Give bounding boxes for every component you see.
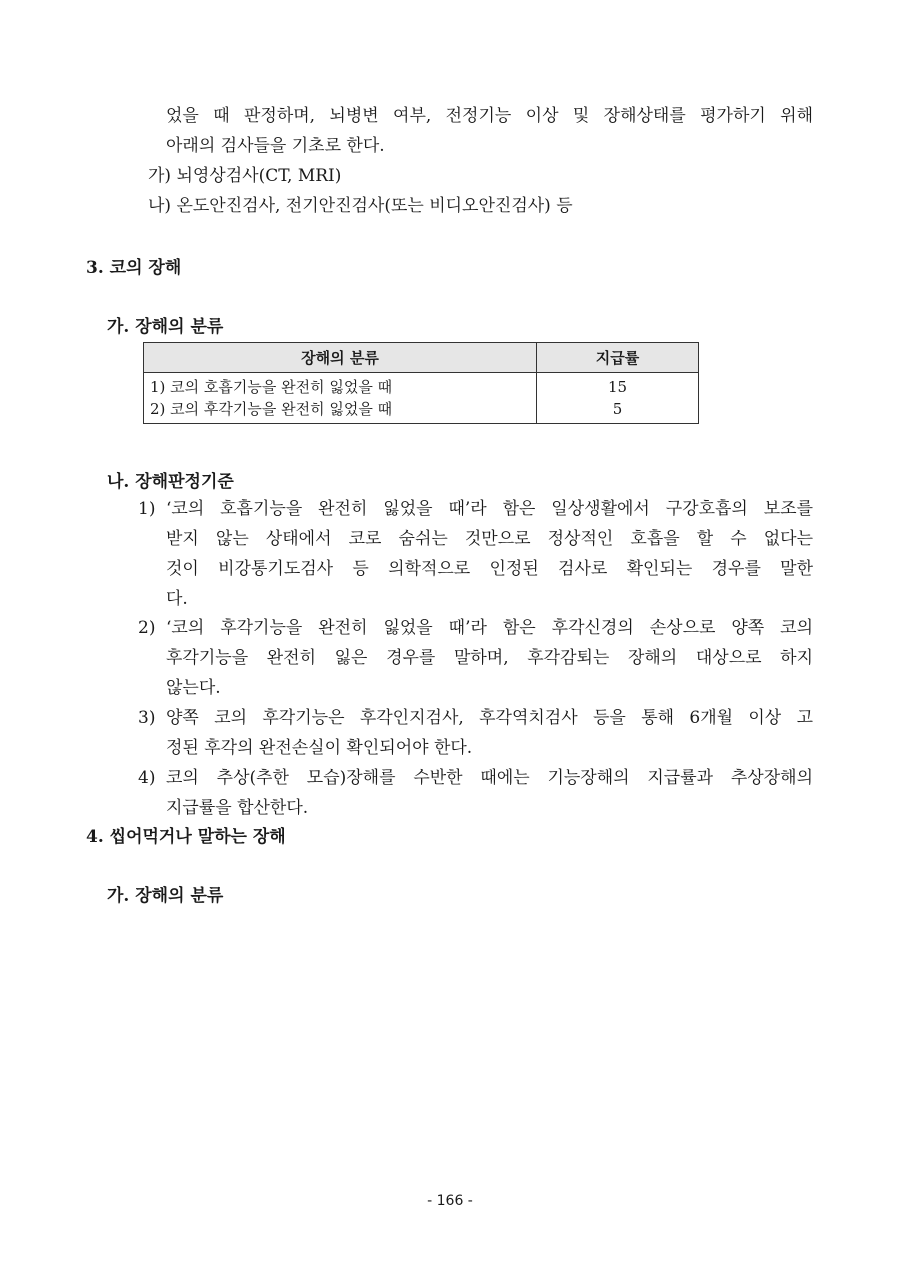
criteria-4-line-2: 지급률을 합산한다.	[166, 798, 309, 818]
section-3-title: 3. 코의 장해	[86, 258, 182, 278]
criteria-2-line-3: 않는다.	[166, 678, 221, 698]
intro-item-na: 나) 온도안진검사, 전기안진검사(또는 비디오안진검사) 등	[148, 196, 573, 216]
intro-line-2: 아래의 검사들을 기초로 한다.	[166, 136, 385, 156]
criteria-1-line-2: 받지 않는 상태에서 코로 숨쉬는 것만으로 정상적인 호흡을 할 수 없다는	[166, 529, 813, 549]
table-cell-desc: 1) 코의 호흡기능을 완전히 잃었을 때	[144, 373, 537, 399]
criteria-3-line-1: 양쪽 코의 후각기능은 후각인지검사, 후각역치검사 등을 통해 6개월 이상 고	[166, 708, 813, 728]
criteria-3-line-2: 정된 후각의 완전손실이 확인되어야 한다.	[166, 738, 473, 758]
criteria-1-line-4: 다.	[166, 589, 188, 609]
criteria-num: 3)	[138, 708, 156, 728]
criteria-num: 4)	[138, 768, 156, 788]
criteria-4-line-1: 코의 추상(추한 모습)장해를 수반한 때에는 기능장해의 지급률과 추상장해의	[166, 768, 813, 788]
criteria-1-line-1: ‘코의 호흡기능을 완전히 잃었을 때’라 함은 일상생활에서 구강호흡의 보조를	[166, 499, 813, 519]
section-3-sub-ga: 가. 장해의 분류	[107, 317, 224, 337]
classification-table	[143, 342, 699, 424]
criteria-2-line-2: 후각기능을 완전히 잃은 경우를 말하며, 후각감퇴는 장해의 대상으로 하지	[166, 648, 813, 668]
criteria-2-line-1: ‘코의 후각기능을 완전히 잃었을 때’라 함은 후각신경의 손상으로 양쪽 코의	[166, 618, 813, 638]
table-row	[144, 398, 699, 424]
table-cell-desc: 2) 코의 후각기능을 완전히 잃었을 때	[144, 398, 537, 424]
section-4-sub-ga: 가. 장해의 분류	[107, 886, 224, 906]
table-row	[144, 373, 699, 399]
table-header-classification: 장해의 분류	[144, 343, 537, 373]
intro-item-ga: 가) 뇌영상검사(CT, MRI)	[148, 166, 342, 186]
table-cell-rate: 5	[537, 398, 699, 424]
table-header-rate: 지급률	[537, 343, 699, 373]
table-cell-rate: 15	[537, 373, 699, 399]
criteria-num: 1)	[138, 499, 156, 519]
page-number: - 166 -	[427, 1193, 473, 1209]
criteria-1-line-3: 것이 비강통기도검사 등 의학적으로 인정된 검사로 확인되는 경우를 말한	[166, 559, 813, 579]
section-4-title: 4. 씹어먹거나 말하는 장해	[86, 827, 286, 847]
section-3-sub-na: 나. 장해판정기준	[107, 472, 234, 492]
criteria-num: 2)	[138, 618, 156, 638]
intro-line-1: 었을 때 판정하며, 뇌병변 여부, 전정기능 이상 및 장해상태를 평가하기 위해	[166, 106, 813, 126]
